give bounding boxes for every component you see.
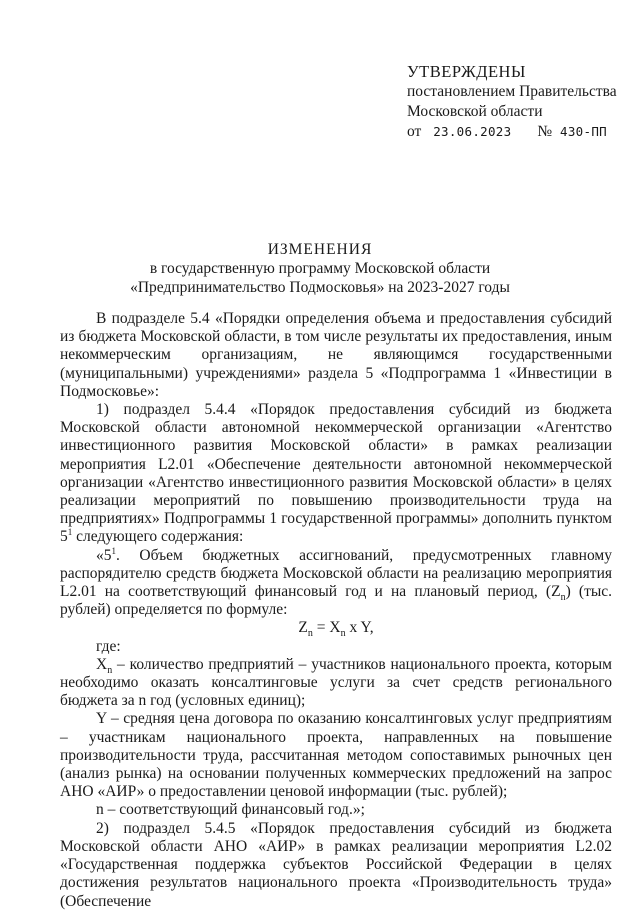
clause-open: «5 (96, 546, 112, 564)
definition-x-text: – количество предприятий – участников национального проекта, которым необходимо оказать консалтинговые услуги за счет средств регионального бюджета за n год (условных единиц); (60, 655, 612, 710)
title-line-2: «Предпринимательство Подмосковья» на 2023-2027 годы (130, 279, 510, 296)
definition-n: n – соответствующий финансовый год.»; (96, 801, 365, 819)
number-prefix: № (537, 123, 553, 140)
date-prefix: от (407, 123, 422, 140)
definition-x (60, 656, 612, 711)
formula-end: x Y, (345, 619, 374, 637)
approval-date-line (407, 122, 633, 142)
item-1-paragraph (60, 401, 612, 547)
definition-x-subscript: n (107, 664, 113, 676)
approval-line-2: Московской области (407, 103, 543, 120)
formula-x-subscript: n (340, 628, 346, 640)
title-line-1: в государственную программу Московской области (149, 260, 491, 277)
approval-date: 23.06.2023 (433, 124, 512, 139)
clause-subscript: n (560, 592, 566, 604)
clause-text: . Объем бюджетных ассигнований, предусмотренных главному распорядителю средств бюджета Московской области на реализацию мероприятия L2.01 на соответствующий финансовый год и на плановый период, (Z (60, 546, 612, 601)
formula-z-subscript: n (307, 628, 313, 640)
formula (60, 619, 612, 640)
document-title: ИЗМЕНЕНИЯ (267, 241, 373, 258)
item-2-paragraph: 2) подраздел 5.4.5 «Порядок предоставления субсидий из бюджета Московской области АНО «АИР» в рамках реализации мероприятия L2.02 «Государственная поддержка субъектов Российской Федерации в целях достижения результатов национального проекта «Производительность труда» (Обеспечение (60, 819, 612, 910)
approval-heading: УТВЕРЖДЕНЫ (407, 62, 526, 81)
item-1-tail: следующего содержания: (72, 528, 244, 546)
formula-mid: = X (312, 619, 341, 637)
definition-x-symbol: X (96, 655, 108, 673)
document-body (60, 310, 612, 911)
approval-block (407, 62, 633, 142)
formula-z: Z (298, 619, 308, 637)
clause-tail: ) (тыс. рублей) определяется по формуле: (60, 583, 613, 619)
clause-paragraph (60, 547, 612, 620)
clause-superscript: 1 (111, 545, 116, 556)
definition-y: Y – средняя цена договора по оказанию консалтинговых услуг предприятиям – участникам национального проекта, направленных на повышение производительности труда, рассчитанная методом сопоставимых рыночных цен (анализ рынка) на основании полученных коммерческих предложений на запрос АНО «АИР» о предоставлении ценовой информации (тыс. рублей); (60, 710, 612, 801)
approval-number: 430-ПП (560, 124, 607, 139)
intro-paragraph: В подразделе 5.4 «Порядки определения объема и предоставления субсидий из бюджета Московской области, в том числе результаты их предоставления, иным некоммерческим организациям, не являющимся государственными (муниципальными) учреждениями» раздела 5 «Подпрограмма 1 «Инвестиции в Подмосковье»: (60, 310, 612, 400)
where-label: где: (96, 637, 121, 655)
item-1-text: 1) подраздел 5.4.4 «Порядок предоставления субсидий из бюджета Московской области автономной некоммерческой организации «Агентство инвестиционного развития Московской области» в рамках реализации мероприятия L2.01 «Обеспечение деятельности автономной некоммерческой организации «Агентство инвестиционного развития Московской области» в целях реализации мероприятий по повышению производительности труда на предприятиях» Подпрограммы 1 государственной программы» дополнить пунктом 5 (60, 401, 612, 546)
item-1-superscript: 1 (67, 527, 73, 538)
document-title-block (120, 240, 520, 297)
approval-line-1: постановлением Правительства (407, 83, 617, 100)
